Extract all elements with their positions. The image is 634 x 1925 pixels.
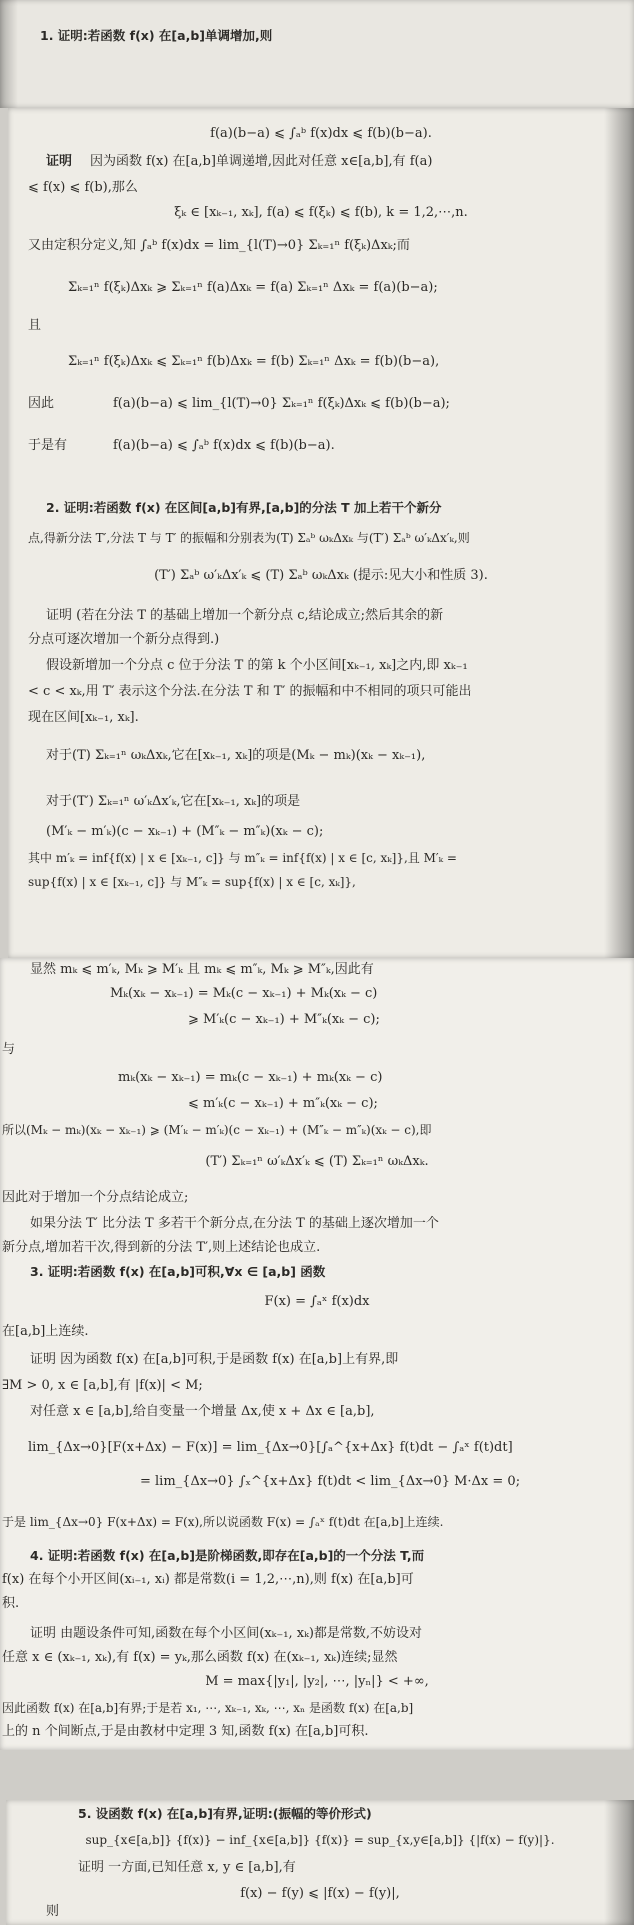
formula: f(a)(b−a) ⩽ ∫ₐᵇ f(x)dx ⩽ f(b)(b−a).: [113, 438, 335, 453]
text-line: sup{f(x) | x ∈ [xₖ₋₁, c]} 与 M″ₖ = sup{f(x) | x ∈ [c, xₖ]},: [28, 875, 356, 889]
page-shadow: [0, 0, 18, 108]
text-line: 与: [2, 1042, 16, 1057]
text-line: 如果分法 T′ 比分法 T 多若干个新分点,在分法 T 的基础上逐次增加一个: [30, 1216, 439, 1231]
text-line: 对任意 x ∈ [a,b],给自变量一个增量 Δx,使 x + Δx ∈ [a,b],: [30, 1404, 375, 1419]
text-line: 又由定积分定义,知 ∫ₐᵇ f(x)dx = lim_{l(T)→0} Σₖ₌₁ⁿ f(ξₖ)Δxₖ;而: [28, 238, 410, 253]
text-line: 新分点,增加若干次,得到新的分法 T′,则上述结论也成立.: [2, 1240, 321, 1255]
scan-fragment-3: [0, 958, 634, 1750]
scan-fragment-1: [0, 0, 634, 108]
text-line: ⩽ f(x) ⩽ f(b),那么: [28, 180, 138, 195]
text-line: 点,得新分法 T′,分法 T 与 T′ 的振幅和分别表为(T) Σₐᵇ ωₖΔxₖ 与(T′) Σₐᵇ ω′ₖΔx′ₖ,则: [28, 531, 470, 545]
text-line: 积.: [2, 1596, 20, 1611]
text-line: 因此对于增加一个分点结论成立;: [2, 1190, 189, 1205]
scan-fragment-2: [8, 108, 634, 958]
text-line: 证明 一方面,已知任意 x, y ∈ [a,b],有: [78, 1860, 296, 1875]
text-line: 于是有: [28, 438, 68, 453]
text-line: 现在区间[xₖ₋₁, xₖ].: [28, 710, 139, 725]
text-line: < c < xₖ,用 T′ 表示这个分法.在分法 T 和 T′ 的振幅和中不相同的项只可能出: [28, 684, 472, 699]
text-line: f(x) 在每个小开区间(xᵢ₋₁, xᵢ) 都是常数(i = 1,2,⋯,n),则 f(x) 在[a,b]可: [2, 1572, 414, 1587]
text-line: 分点可逐次增加一个新分点得到.): [28, 632, 220, 647]
formula: lim_{Δx→0}[F(x+Δx) − F(x)] = lim_{Δx→0}[∫ₐ^{x+Δx} f(t)dt − ∫ₐˣ f(t)dt]: [28, 1440, 513, 1455]
text-line: 任意 x ∈ (xₖ₋₁, xₖ),有 f(x) = yₖ,那么函数 f(x) 在(xₖ₋₁, xₖ)连续;显然: [2, 1650, 398, 1665]
formula: f(a)(b−a) ⩽ lim_{l(T)→0} Σₖ₌₁ⁿ f(ξₖ)Δxₖ ⩽ f(b)(b−a);: [113, 396, 450, 411]
problem-3-heading: 3. 证明:若函数 f(x) 在[a,b]可积,∀x ∈ [a,b] 函数: [30, 1264, 326, 1279]
proof-label: 证明: [46, 154, 73, 169]
formula: ⩽ m′ₖ(c − xₖ₋₁) + m″ₖ(xₖ − c);: [188, 1096, 378, 1111]
formula: M = max{|y₁|, |y₂|, ⋯, |yₙ|} < +∞,: [205, 1674, 429, 1689]
text-line: 因此函数 f(x) 在[a,b]有界;于是若 x₁, ⋯, xₖ₋₁, xₖ, ⋯, xₙ 是函数 f(x) 在[a,b]: [2, 1701, 414, 1715]
text-line: 因此: [28, 396, 55, 411]
formula: (T′) Σₐᵇ ω′ₖΔx′ₖ ⩽ (T) Σₐᵇ ωₖΔxₖ (提示:见大小和性质 3).: [154, 568, 488, 583]
formula: Σₖ₌₁ⁿ f(ξₖ)Δxₖ ⩽ Σₖ₌₁ⁿ f(b)Δxₖ = f(b) Σₖ₌₁ⁿ Δxₖ = f(b)(b−a),: [68, 354, 440, 369]
text-line: 假设新增加一个分点 c 位于分法 T 的第 k 个小区间[xₖ₋₁, xₖ]之内,即 xₖ₋₁: [46, 658, 468, 673]
text-line: 在[a,b]上连续.: [2, 1324, 89, 1339]
text-line: 且: [28, 318, 42, 333]
text-line: 显然 mₖ ⩽ m′ₖ, Mₖ ⩾ M′ₖ 且 mₖ ⩽ m″ₖ, Mₖ ⩾ M″ₖ,因此有: [30, 962, 374, 977]
formula: sup_{x∈[a,b]} {f(x)} − inf_{x∈[a,b]} {f(x)} = sup_{x,y∈[a,b]} {|f(x) − f(y)|}.: [85, 1833, 555, 1847]
text-line: 则: [46, 1904, 60, 1919]
formula: f(a)(b−a) ⩽ ∫ₐᵇ f(x)dx ⩽ f(b)(b−a).: [210, 126, 432, 141]
page-shadow: [604, 1800, 634, 1925]
text-line: 对于(T) Σₖ₌₁ⁿ ωₖΔxₖ,它在[xₖ₋₁, xₖ]的项是(Mₖ − mₖ)(xₖ − xₖ₋₁),: [46, 748, 426, 763]
page-shadow: [604, 108, 634, 958]
text-line: 于是 lim_{Δx→0} F(x+Δx) = F(x),所以说函数 F(x) = ∫ₐˣ f(t)dt 在[a,b]上连续.: [2, 1515, 444, 1529]
formula: (T′) Σₖ₌₁ⁿ ω′ₖΔx′ₖ ⩽ (T) Σₖ₌₁ⁿ ωₖΔxₖ.: [205, 1154, 429, 1169]
text-line: 因为函数 f(x) 在[a,b]单调递增,因此对任意 x∈[a,b],有 f(a): [90, 154, 433, 169]
formula: Mₖ(xₖ − xₖ₋₁) = Mₖ(c − xₖ₋₁) + Mₖ(xₖ − c): [110, 986, 378, 1001]
text-line: 证明 因为函数 f(x) 在[a,b]可积,于是函数 f(x) 在[a,b]上有界,即: [30, 1352, 399, 1367]
text-line: ∃M > 0, x ∈ [a,b],有 |f(x)| < M;: [2, 1378, 203, 1393]
formula: F(x) = ∫ₐˣ f(x)dx: [264, 1294, 370, 1309]
formula: Σₖ₌₁ⁿ f(ξₖ)Δxₖ ⩾ Σₖ₌₁ⁿ f(a)Δxₖ = f(a) Σₖ₌₁ⁿ Δxₖ = f(a)(b−a);: [68, 280, 438, 295]
text-line: 上的 n 个间断点,于是由教材中定理 3 知,函数 f(x) 在[a,b]可积.: [2, 1724, 369, 1739]
text-line: 证明 由题设条件可知,函数在每个小区间(xₖ₋₁, xₖ)都是常数,不妨设对: [30, 1626, 423, 1641]
formula: ξₖ ∈ [xₖ₋₁, xₖ], f(a) ⩽ f(ξₖ) ⩽ f(b), k = 1,2,⋯,n.: [174, 205, 468, 220]
text-line: 所以(Mₖ − mₖ)(xₖ − xₖ₋₁) ⩾ (M′ₖ − m′ₖ)(c − xₖ₋₁) + (M″ₖ − m″ₖ)(xₖ − c),即: [2, 1123, 432, 1137]
problem-4-heading: 4. 证明:若函数 f(x) 在[a,b]是阶梯函数,即存在[a,b]的一个分法 T,而: [30, 1548, 425, 1563]
scan-fragment-4: [6, 1800, 634, 1925]
formula: = lim_{Δx→0} ∫ₓ^{x+Δx} f(t)dt < lim_{Δx→0} M·Δx = 0;: [140, 1474, 521, 1489]
formula: (M′ₖ − m′ₖ)(c − xₖ₋₁) + (M″ₖ − m″ₖ)(xₖ − c);: [46, 824, 324, 839]
formula: ⩾ M′ₖ(c − xₖ₋₁) + M″ₖ(xₖ − c);: [188, 1012, 380, 1027]
text-line: 证明 (若在分法 T 的基础上增加一个新分点 c,结论成立;然后其余的新: [46, 608, 444, 623]
text-line: 对于(T′) Σₖ₌₁ⁿ ω′ₖΔx′ₖ,它在[xₖ₋₁, xₖ]的项是: [46, 794, 301, 809]
formula: f(x) − f(y) ⩽ |f(x) − f(y)|,: [240, 1886, 400, 1901]
problem-2-heading: 2. 证明:若函数 f(x) 在区间[a,b]有界,[a,b]的分法 T 加上若干个新分: [46, 500, 442, 515]
problem-1-heading: 1. 证明:若函数 f(x) 在[a,b]单调增加,则: [40, 28, 273, 43]
problem-5-heading: 5. 设函数 f(x) 在[a,b]有界,证明:(振幅的等价形式): [78, 1806, 372, 1821]
text-line: 其中 m′ₖ = inf{f(x) | x ∈ [xₖ₋₁, c]} 与 m″ₖ = inf{f(x) | x ∈ [c, xₖ]},且 M′ₖ =: [28, 851, 457, 865]
formula: mₖ(xₖ − xₖ₋₁) = mₖ(c − xₖ₋₁) + mₖ(xₖ − c): [118, 1070, 383, 1085]
